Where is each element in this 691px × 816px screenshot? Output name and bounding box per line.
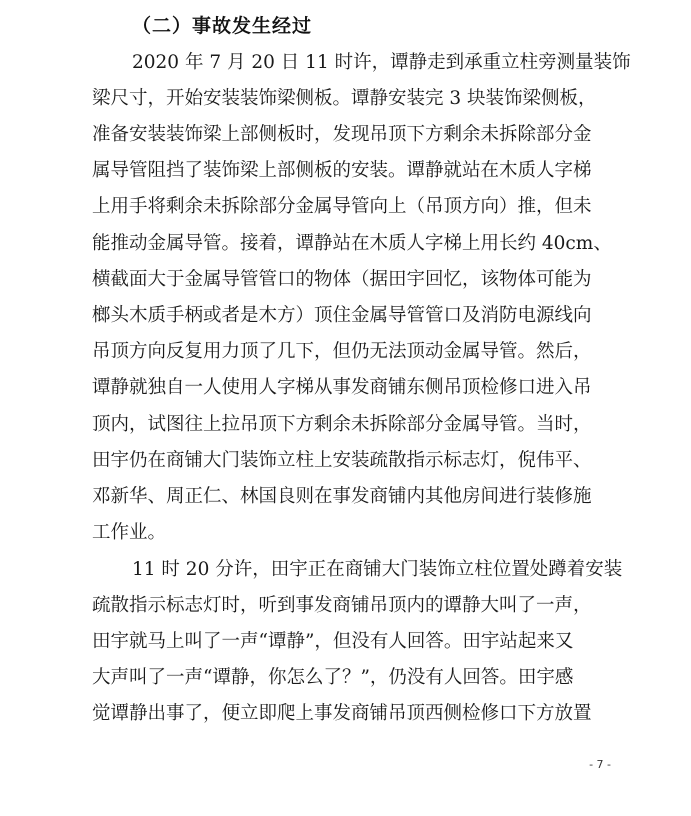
paragraph-line: 田宇就马上叫了一声“谭静”，但没有人回答。田宇站起来又 [92, 631, 574, 652]
paragraph-line: 榔头木质手柄或者是木方）顶住金属导管管口及消防电源线向 [92, 305, 592, 326]
paragraph-line: 顶内，试图往上拉吊顶下方剩余未拆除部分金属导管。当时， [92, 414, 592, 435]
paragraph-line: 田宇仍在商铺大门装饰立柱上安装疏散指示标志灯，倪伟平、 [92, 450, 592, 471]
paragraph-line: 疏散指示标志灯时，听到事发商铺吊顶内的谭静大叫了一声， [92, 595, 592, 616]
paragraph-line: 邓新华、周正仁、林国良则在事发商铺内其他房间进行装修施 [92, 486, 592, 507]
paragraph-line: 大声叫了一声“谭静，你怎么了？”，仍没有人回答。田宇感 [92, 667, 574, 688]
paragraph-line: 上用手将剩余未拆除部分金属导管向上（吊顶方向）推，但未 [92, 196, 592, 217]
paragraph-line: 准备安装装饰梁上部侧板时，发现吊顶下方剩余未拆除部分金 [92, 124, 592, 145]
paragraph-line: 横截面大于金属导管管口的物体（据田宇回忆，该物体可能为 [92, 269, 592, 290]
section-heading: （二）事故发生经过 [132, 15, 313, 37]
paragraph-line: 11 时 20 分许，田宇正在商铺大门装饰立柱位置处蹲着安装 [132, 559, 623, 580]
paragraph-line: 觉谭静出事了，便立即爬上事发商铺吊顶西侧检修口下方放置 [92, 703, 592, 724]
paragraph-line: 属导管阻挡了装饰梁上部侧板的安装。谭静就站在木质人字梯 [92, 160, 592, 181]
paragraph-line: 能推动金属导管。接着，谭静站在木质人字梯上用长约 40cm、 [92, 233, 612, 254]
paragraph-line: 梁尺寸，开始安装装饰梁侧板。谭静安装完 3 块装饰梁侧板， [92, 88, 597, 109]
paragraph-line: 工作业。 [92, 522, 167, 543]
paragraph-line: 2020 年 7 月 20 日 11 时许，谭静走到承重立柱旁测量装饰 [132, 52, 631, 73]
paragraph-line: 吊顶方向反复用力顶了几下，但仍无法顶动金属导管。然后， [92, 341, 592, 362]
page-number: - 7 - [589, 758, 611, 771]
paragraph-line: 谭静就独自一人使用人字梯从事发商铺东侧吊顶检修口进入吊 [92, 377, 592, 398]
